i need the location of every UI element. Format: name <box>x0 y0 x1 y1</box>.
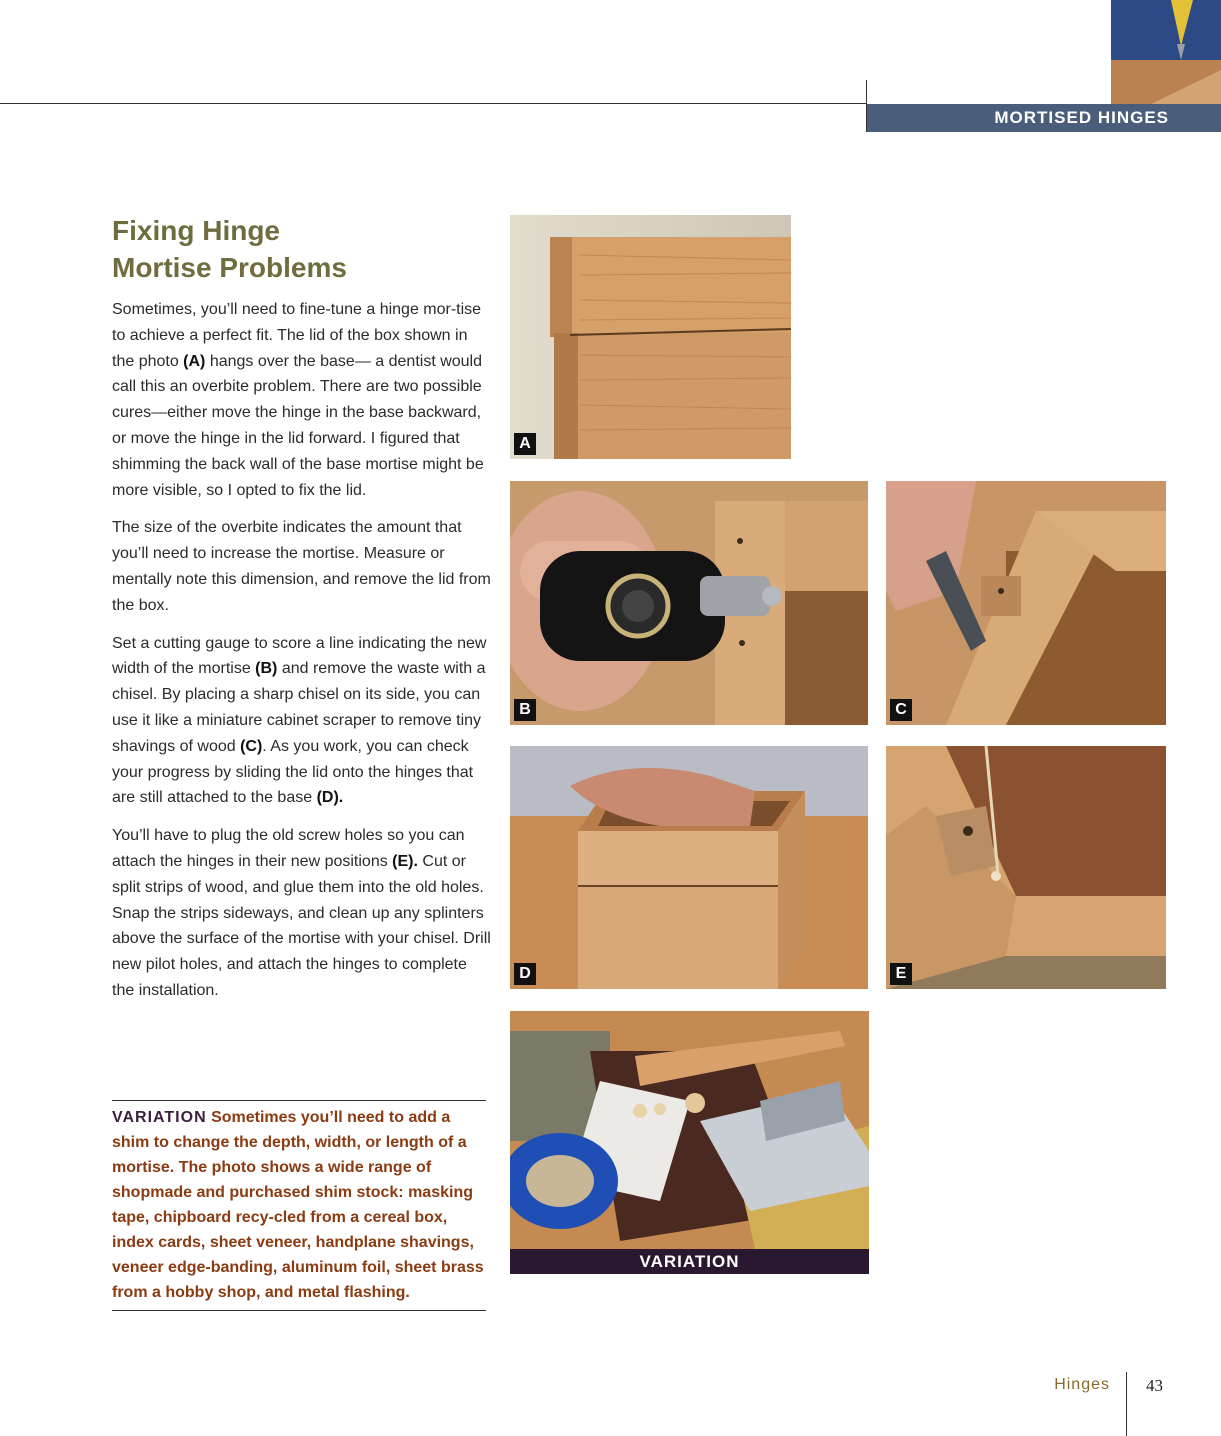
paragraph-2: The size of the overbite indicates the amount that you’ll need to increase the mortise. Measure or mentally note this dimension, and remove the lid from the box. <box>112 519 491 614</box>
p1-text-a: Sometimes, you’ll need to fine-tune a hinge mor-tise to achieve a perfect fit. The lid of the box shown in the photo <box>112 301 482 370</box>
photo-e <box>886 746 1166 989</box>
paragraph-1 <box>112 297 492 503</box>
variation-label: VARIATION <box>112 1109 207 1126</box>
footer-section-name: Hinges <box>1054 1376 1110 1393</box>
ref-c: (C) <box>240 737 263 755</box>
p3-text-c: and remove the waste with a chisel. By placing a sharp chisel on its side, you can use it like a miniature cabinet scraper to remove tiny shavings of wood <box>112 660 486 755</box>
photo-label-b: B <box>514 699 536 721</box>
body-column <box>112 297 492 1016</box>
ref-a: (A) <box>183 352 206 370</box>
variation-body: Sometimes you’ll need to add a shim to change the depth, width, or length of a mortise. The photo shows a wide range of shopmade and purchased shim stock: masking tape, chipboard recy-cled from a cereal box, index cards, sheet veneer, handplane shavings, veneer edge-banding, aluminum foil, sheet brass from a hobby shop, and metal flashing. <box>112 1109 484 1301</box>
section-tab-label: MORTISED HINGES <box>994 108 1169 127</box>
variation-photo-caption: VARIATION <box>510 1249 869 1274</box>
p1-text-c: hangs over the base— a dentist would call this an overbite problem. There are two possible cures—either move the hinge in the base backward, or move the hinge in the lid forward. I figured that shimming the back wall of the base mortise might be more visible, so I opted to fix the lid. <box>112 352 484 499</box>
section-tab <box>867 104 1221 132</box>
ref-d: (D). <box>316 789 344 807</box>
article-title <box>112 212 347 286</box>
photo-b <box>510 481 868 725</box>
page-number: 43 <box>1146 1376 1163 1395</box>
paragraph-3 <box>112 631 492 812</box>
p3-text-a: Set a cutting gauge to score a line indicating the new width of the mortise <box>112 634 487 678</box>
ref-e: (E). <box>392 852 418 870</box>
p4-text-a: You’ll have to plug the old screw holes so you can attach the hinges in their new positions <box>112 827 465 870</box>
photo-a <box>510 215 791 459</box>
photo-d <box>510 746 868 989</box>
ref-b: (B) <box>255 660 278 678</box>
footer-rule <box>1126 1372 1127 1436</box>
variation-text <box>112 1105 486 1305</box>
photo-c <box>886 481 1166 725</box>
corner-photo <box>1111 0 1221 104</box>
p4-text-c: Cut or split strips of wood, and glue them into the old holes. Snap the strips sideways, and clean up any splinters above the surface of the mortise with your chisel. Drill new pilot holes, and attach the hinges to complete the installation. <box>112 852 491 999</box>
title-line-2: Mortise Problems <box>112 252 347 283</box>
photo-label-d: D <box>514 963 536 985</box>
header-rule <box>0 103 866 104</box>
photo-label-e: E <box>890 963 912 985</box>
photo-variation <box>510 1011 869 1274</box>
photo-label-a: A <box>514 433 536 455</box>
photo-label-c: C <box>890 699 912 721</box>
p3-text-e: . As you work, you can check your progress by sliding the lid onto the hinges that are still attached to the base <box>112 737 474 807</box>
title-line-1: Fixing Hinge <box>112 215 280 246</box>
variation-box <box>112 1100 486 1311</box>
paragraph-4 <box>112 823 492 1004</box>
